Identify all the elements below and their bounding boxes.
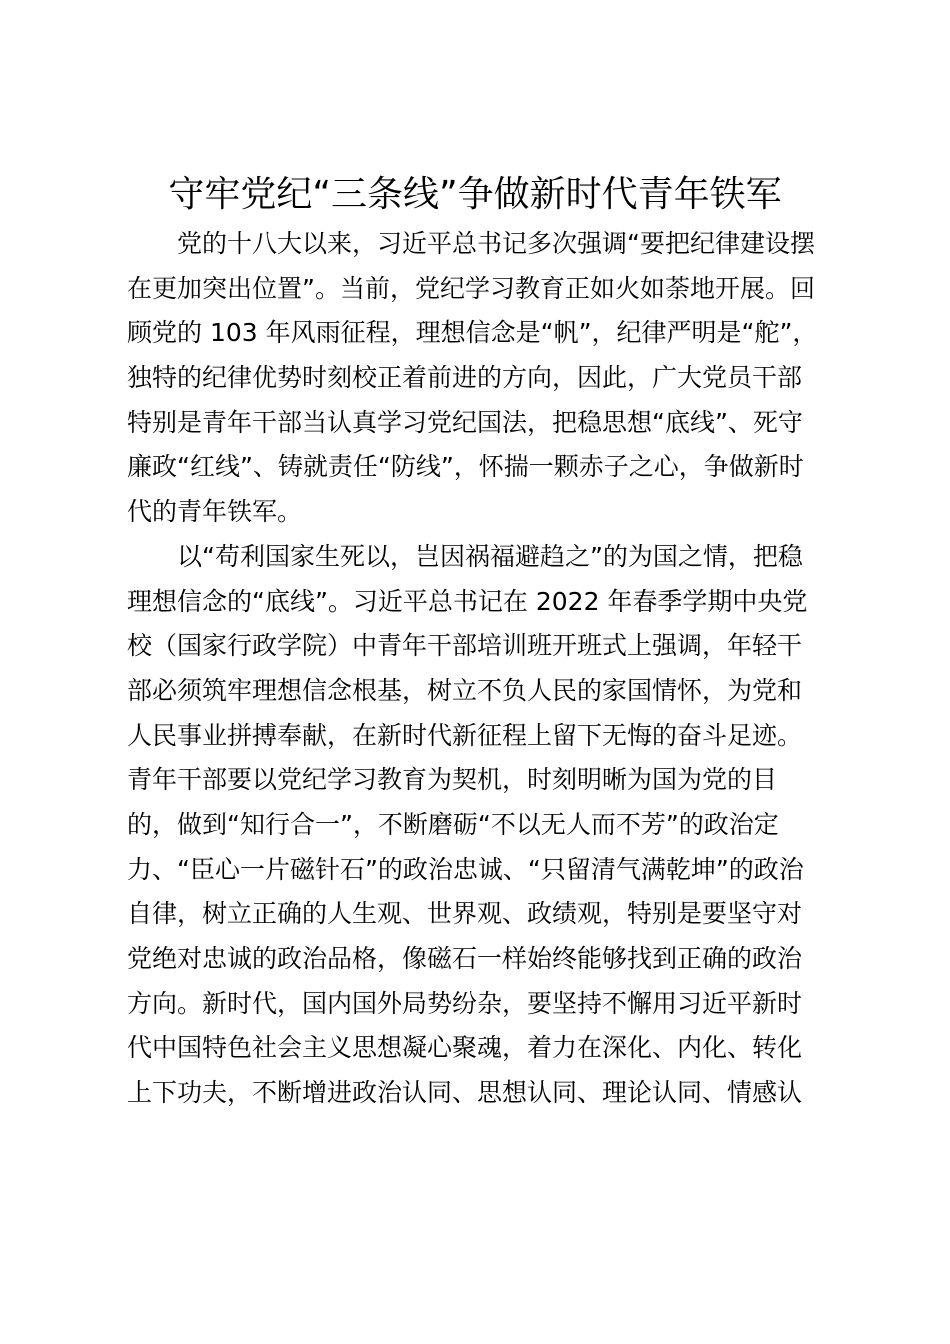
document-body [127, 222, 837, 1116]
text-line: 代的青年铁军。 [127, 497, 303, 527]
text-line: 代中国特色社会主义思想凝心聚魂，着力在深化、内化、转化 [127, 1033, 803, 1063]
text-line: 校（国家行政学院）中青年干部培训班开班式上强调，年轻干 [127, 631, 803, 661]
text-line: 以“苟利国家生死以，岂因祸福避趋之”的为国之情，把稳 [177, 541, 803, 571]
text-line: 青年干部要以党纪学习教育为契机，时刻明晰为国为党的目 [127, 765, 778, 795]
text-line: 自律，树立正确的人生观、世界观、政绩观，特别是要坚守对 [127, 899, 803, 929]
text-line: 上下功夫，不断增进政治认同、思想认同、理论认同、情感认 [127, 1078, 803, 1108]
text-line: 在更加突出位置”。当前，党纪学习教育正如火如荼地开展。回 [127, 273, 815, 303]
text-line: 部必须筑牢理想信念根基，树立不负人民的家国情怀，为党和 [127, 675, 803, 705]
text-line: 力、“臣心一片磁针石”的政治忠诚、“只留清气满乾坤”的政治 [127, 854, 804, 884]
text-line: 顾党的 103 年风雨征程，理想信念是“帆”，纪律严明是“舵”， [127, 318, 818, 348]
text-line: 的，做到“知行合一”，不断磨砺“不以无人而不芳”的政治定 [127, 809, 779, 839]
text-line: 人民事业拼搏奉献，在新时代新征程上留下无悔的奋斗足迹。 [127, 720, 803, 750]
text-line: 理想信念的“底线”。习近平总书记在 2022 年春季学期中央党 [127, 586, 808, 616]
text-line: 独特的纪律优势时刻校正着前进的方向，因此，广大党员干部 [127, 363, 803, 393]
text-line: 廉政“红线”、铸就责任“防线”，怀揣一颗赤子之心，争做新时 [127, 452, 804, 482]
text-line: 方向。新时代，国内国外局势纷杂，要坚持不懈用习近平新时 [127, 988, 803, 1018]
text-line: 党的十八大以来，习近平总书记多次强调“要把纪律建设摆 [177, 229, 815, 258]
document-title: 守牢党纪“三条线”争做新时代青年铁军 [168, 174, 782, 215]
text-line: 党绝对忠诚的政治品格，像磁石一样始终能够找到正确的政治 [127, 944, 803, 973]
text-line: 特别是青年干部当认真学习党纪国法，把稳思想“底线”、死守 [127, 407, 803, 437]
